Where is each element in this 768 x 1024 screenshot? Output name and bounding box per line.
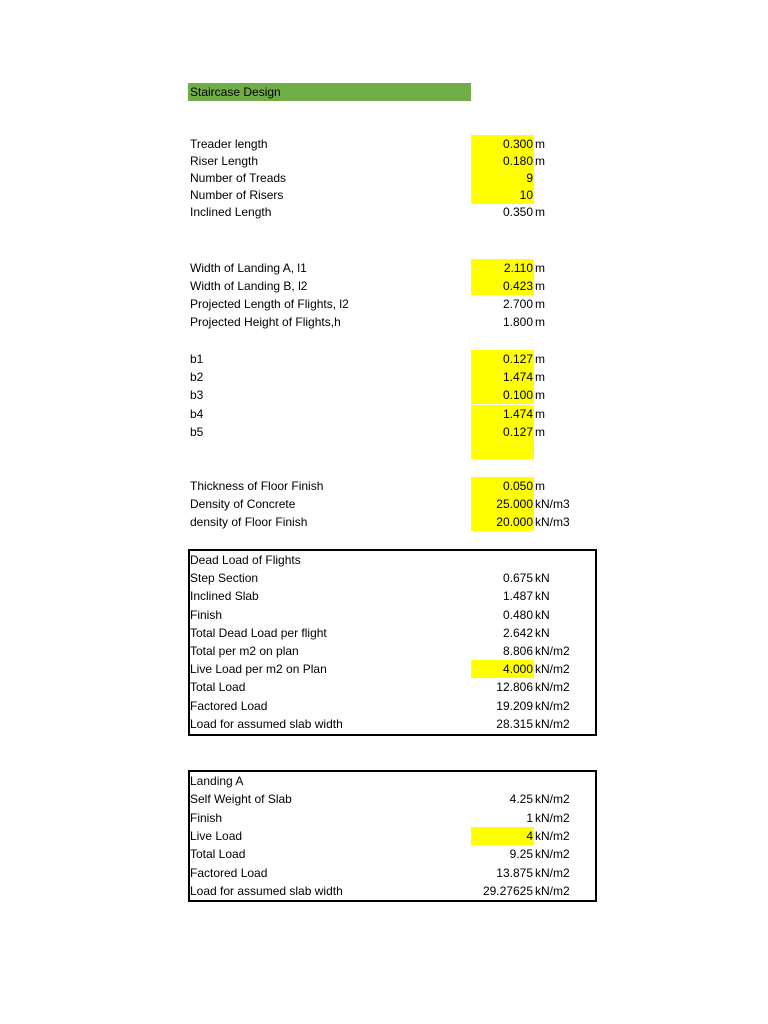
row-label[interactable]: Live Load xyxy=(190,828,243,843)
unit-label[interactable]: kN xyxy=(535,571,550,586)
unit-label[interactable]: m xyxy=(535,261,545,275)
unit-label[interactable]: m xyxy=(535,137,545,151)
row-label[interactable]: Projected Height of Flights,h xyxy=(190,315,341,329)
input-value-cell[interactable]: 0.050 xyxy=(471,477,534,495)
computed-value-cell[interactable]: 13.875 xyxy=(496,865,533,880)
empty-highlight-cell[interactable] xyxy=(471,441,534,459)
flights-row xyxy=(190,587,590,605)
unit-label[interactable]: m xyxy=(535,205,545,219)
row-label[interactable]: Load for assumed slab width xyxy=(190,716,343,731)
unit-label[interactable]: m xyxy=(535,297,545,311)
materials-row xyxy=(190,513,590,531)
geometry-row xyxy=(190,203,590,221)
input-value-cell[interactable]: 4 xyxy=(471,827,534,845)
row-label[interactable]: Projected Length of Flights, l2 xyxy=(190,297,349,311)
row-label[interactable]: Width of Landing B, l2 xyxy=(190,279,308,293)
input-value-cell[interactable]: 1.474 xyxy=(471,405,534,423)
row-label[interactable]: Riser Length xyxy=(190,154,259,168)
landing-a-row xyxy=(190,882,590,900)
input-value-cell[interactable]: 0.300 xyxy=(471,135,534,153)
row-label[interactable]: Width of Landing A, l1 xyxy=(190,261,307,275)
unit-label[interactable]: kN/m2 xyxy=(535,792,570,807)
geometry-row xyxy=(190,135,590,153)
input-value-cell[interactable]: 20.000 xyxy=(471,513,534,531)
sheet-title[interactable]: Staircase Design xyxy=(188,83,471,101)
computed-value-cell[interactable]: 1.487 xyxy=(502,589,533,604)
input-value-cell[interactable]: 0.127 xyxy=(471,423,534,441)
flights-row xyxy=(190,569,590,587)
computed-value-cell[interactable]: 12.806 xyxy=(496,680,533,695)
input-value-cell[interactable]: 0.180 xyxy=(471,152,534,170)
row-label[interactable]: Dead Load of Flights xyxy=(190,553,301,567)
unit-label[interactable]: kN/m2 xyxy=(535,716,570,731)
row-label[interactable]: b4 xyxy=(190,406,204,421)
unit-label[interactable]: m xyxy=(535,370,545,385)
row-label[interactable]: Self Weight of Slab xyxy=(190,792,292,807)
row-label[interactable]: b5 xyxy=(190,424,204,439)
landing-a-row xyxy=(190,845,590,863)
computed-value-cell[interactable]: 29.27625 xyxy=(482,883,533,898)
flights-row xyxy=(190,678,590,696)
computed-value-cell[interactable]: 2.642 xyxy=(502,625,533,640)
computed-value-cell[interactable]: 1 xyxy=(526,810,533,825)
computed-value-cell[interactable]: 4.25 xyxy=(509,792,533,807)
computed-value-cell[interactable]: 1.800 xyxy=(502,315,533,329)
unit-label[interactable]: kN xyxy=(535,607,550,622)
unit-label[interactable]: m xyxy=(535,154,545,168)
unit-label[interactable]: m xyxy=(535,479,545,493)
geometry-row xyxy=(190,169,590,187)
unit-label[interactable]: m xyxy=(535,279,545,293)
input-value-cell[interactable]: 25.000 xyxy=(471,495,534,513)
unit-label[interactable]: kN/m3 xyxy=(535,497,570,511)
materials-row xyxy=(190,477,590,495)
unit-label[interactable]: kN/m2 xyxy=(535,662,570,677)
computed-value-cell[interactable]: 28.315 xyxy=(496,716,533,731)
row-label[interactable]: b3 xyxy=(190,388,204,403)
widths-row xyxy=(190,405,590,423)
input-value-cell[interactable]: 0.423 xyxy=(471,277,534,295)
computed-value-cell[interactable]: 19.209 xyxy=(496,698,533,713)
unit-label[interactable]: kN/m2 xyxy=(535,644,570,658)
flights-row xyxy=(190,715,590,733)
unit-label[interactable]: m xyxy=(535,406,545,421)
flights-row xyxy=(190,624,590,642)
unit-label[interactable]: kN xyxy=(535,625,550,640)
row-label[interactable]: density of Floor Finish xyxy=(190,515,308,529)
input-value-cell[interactable]: 4.000 xyxy=(471,660,534,678)
row-label[interactable]: Factored Load xyxy=(190,865,268,880)
input-value-cell[interactable]: 9 xyxy=(471,169,534,187)
unit-label[interactable]: kN/m2 xyxy=(535,847,570,862)
unit-label[interactable]: m xyxy=(535,424,545,439)
landings-row xyxy=(190,295,590,313)
landing-a-row xyxy=(190,772,590,790)
row-label[interactable]: Finish xyxy=(190,607,223,622)
unit-label[interactable]: kN xyxy=(535,589,550,604)
computed-value-cell[interactable]: 0.480 xyxy=(502,607,533,622)
flights-row xyxy=(190,606,590,624)
row-label[interactable]: Treader length xyxy=(190,137,268,151)
row-label[interactable]: Thickness of Floor Finish xyxy=(190,479,324,493)
widths-row xyxy=(190,368,590,386)
landings-row xyxy=(190,259,590,277)
widths-row xyxy=(190,423,590,441)
row-label[interactable]: b2 xyxy=(190,370,204,385)
landing-a-row xyxy=(190,790,590,808)
unit-label[interactable]: m xyxy=(535,315,545,329)
landings-row xyxy=(190,277,590,295)
materials-row xyxy=(190,495,590,513)
landing-a-row xyxy=(190,827,590,845)
computed-value-cell[interactable]: 0.675 xyxy=(502,571,533,586)
landings-row xyxy=(190,313,590,331)
landing-a-row xyxy=(190,864,590,882)
input-value-cell[interactable]: 0.100 xyxy=(471,386,534,404)
computed-value-cell[interactable]: 0.350 xyxy=(502,205,533,219)
computed-value-cell[interactable]: 2.700 xyxy=(502,297,533,311)
unit-label[interactable]: kN/m2 xyxy=(535,680,570,695)
unit-label[interactable]: kN/m2 xyxy=(535,883,570,898)
input-value-cell[interactable]: 2.110 xyxy=(471,259,534,277)
row-label[interactable]: Step Section xyxy=(190,571,259,586)
computed-value-cell[interactable]: 8.806 xyxy=(502,644,533,658)
row-label[interactable]: Total Load xyxy=(190,847,246,862)
row-label[interactable]: Load for assumed slab width xyxy=(190,883,343,898)
flights-row xyxy=(190,551,590,569)
flights-row xyxy=(190,697,590,715)
unit-label[interactable]: kN/m2 xyxy=(535,698,570,713)
unit-label[interactable]: kN/m2 xyxy=(535,828,570,843)
unit-label[interactable]: kN/m3 xyxy=(535,515,570,529)
row-label[interactable]: Total Load xyxy=(190,680,246,695)
row-label[interactable]: Inclined Slab xyxy=(190,589,259,604)
unit-label[interactable]: m xyxy=(535,388,545,403)
input-value-cell[interactable]: 1.474 xyxy=(471,368,534,386)
row-label[interactable]: Landing A xyxy=(190,774,244,788)
row-label[interactable]: b1 xyxy=(190,352,204,366)
row-label[interactable]: Factored Load xyxy=(190,698,268,713)
unit-label[interactable]: kN/m2 xyxy=(535,865,570,880)
row-label[interactable]: Live Load per m2 on Plan xyxy=(190,662,327,677)
unit-label[interactable]: m xyxy=(535,352,545,366)
landing-a-row xyxy=(190,809,590,827)
widths-row xyxy=(190,386,590,404)
computed-value-cell[interactable]: 9.25 xyxy=(509,847,533,862)
widths-row xyxy=(190,350,590,368)
geometry-row xyxy=(190,152,590,170)
row-label[interactable]: Finish xyxy=(190,810,223,825)
unit-label[interactable]: kN/m2 xyxy=(535,810,570,825)
row-label[interactable]: Total per m2 on plan xyxy=(190,644,299,658)
row-label[interactable]: Total Dead Load per flight xyxy=(190,625,327,640)
row-label[interactable]: Number of Treads xyxy=(190,171,287,185)
geometry-row xyxy=(190,186,590,204)
flights-row xyxy=(190,660,590,678)
row-label[interactable]: Density of Concrete xyxy=(190,497,296,511)
input-value-cell[interactable]: 0.127 xyxy=(471,350,534,368)
input-value-cell[interactable]: 10 xyxy=(471,186,534,204)
flights-row xyxy=(190,642,590,660)
row-label[interactable]: Number of Risers xyxy=(190,188,284,202)
row-label[interactable]: Inclined Length xyxy=(190,205,272,219)
